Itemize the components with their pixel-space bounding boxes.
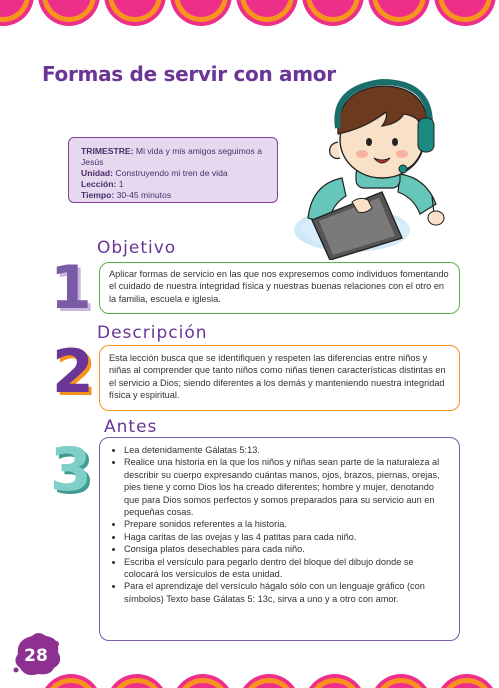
section-number-1: 1	[50, 253, 92, 323]
leccion-value: 1	[118, 179, 124, 189]
antes-list	[110, 444, 450, 605]
trimestre-label: TRIMESTRE:	[81, 146, 134, 156]
list-item: • Para el aprendizaje del versículo hágalo sólo con un lenguaje gráfico (con símbolos) Texto base Gálatas 5: 13c, sirva a uno y a otro con amor.	[124, 580, 450, 605]
child-with-tablet-illustration	[282, 70, 462, 260]
unidad-label: Unidad:	[81, 168, 113, 178]
list-item: • Consiga platos desechables para cada niño.	[124, 543, 450, 555]
section-number-3: 3	[50, 435, 92, 505]
descripcion-box	[99, 345, 460, 411]
list-item: • Lea detenidamente Gálatas 5:13.	[124, 444, 450, 456]
top-scallop-border	[0, 0, 499, 40]
trimestre-value: Mi vida y mis amigos seguimos a Jesús	[81, 146, 262, 167]
section-heading-antes: Antes	[104, 417, 158, 437]
section-heading-objetivo: Objetivo	[97, 238, 177, 258]
lesson-info-box	[68, 137, 278, 203]
list-item: • Escriba el versículo para pegarlo dentro del bloque del dibujo donde se colocará los versículos de esta unidad.	[124, 556, 450, 581]
objetivo-text: Aplicar formas de servicio en las que nos expresemos como individuos fomentando el cuidado de nuestra integridad física y nuestras buenas relaciones con el otro en la familia, escuela e iglesia.	[109, 269, 449, 304]
tiempo-value: 30-45 minutos	[116, 190, 172, 200]
list-item: • Prepare sonidos referentes a la historia.	[124, 518, 450, 530]
unidad-value: Construyendo mi tren de vida	[115, 168, 228, 178]
list-item: • Realice una historia en la que los niños y niñas sean parte de la naturaleza al describir su cuerpo expresando cuántas manos, ojos, brazos, piernas, orejas, pies tiene y como Dios los ha creado diferentes; hombre y mujer, denotando que para Dios somos perfectos y somos preparados para su servicio aun en pequeñas cosas.	[124, 456, 450, 518]
leccion-label: Lección:	[81, 179, 117, 189]
antes-box	[99, 437, 460, 641]
section-number-2: 2	[52, 337, 94, 407]
tiempo-label: Tiempo:	[81, 190, 115, 200]
page-title: Formas de servir con amor	[42, 62, 336, 86]
objetivo-box	[99, 262, 460, 314]
section-heading-descripcion: Descripción	[97, 323, 208, 343]
page-number-badge	[12, 632, 60, 676]
page-number: 28	[24, 646, 48, 666]
descripcion-text: Esta lección busca que se identifiquen y respeten las diferencias entre niños y niñas al comprender que tanto niños como niñas tienen características distintas en el servicio a Dios; siendo diferentes a los demás y manteniendo nuestra integridad física y espiritual.	[109, 353, 446, 401]
bottom-scallop-border	[0, 670, 499, 688]
list-item: • Haga caritas de las ovejas y las 4 patitas para cada niño.	[124, 531, 450, 543]
